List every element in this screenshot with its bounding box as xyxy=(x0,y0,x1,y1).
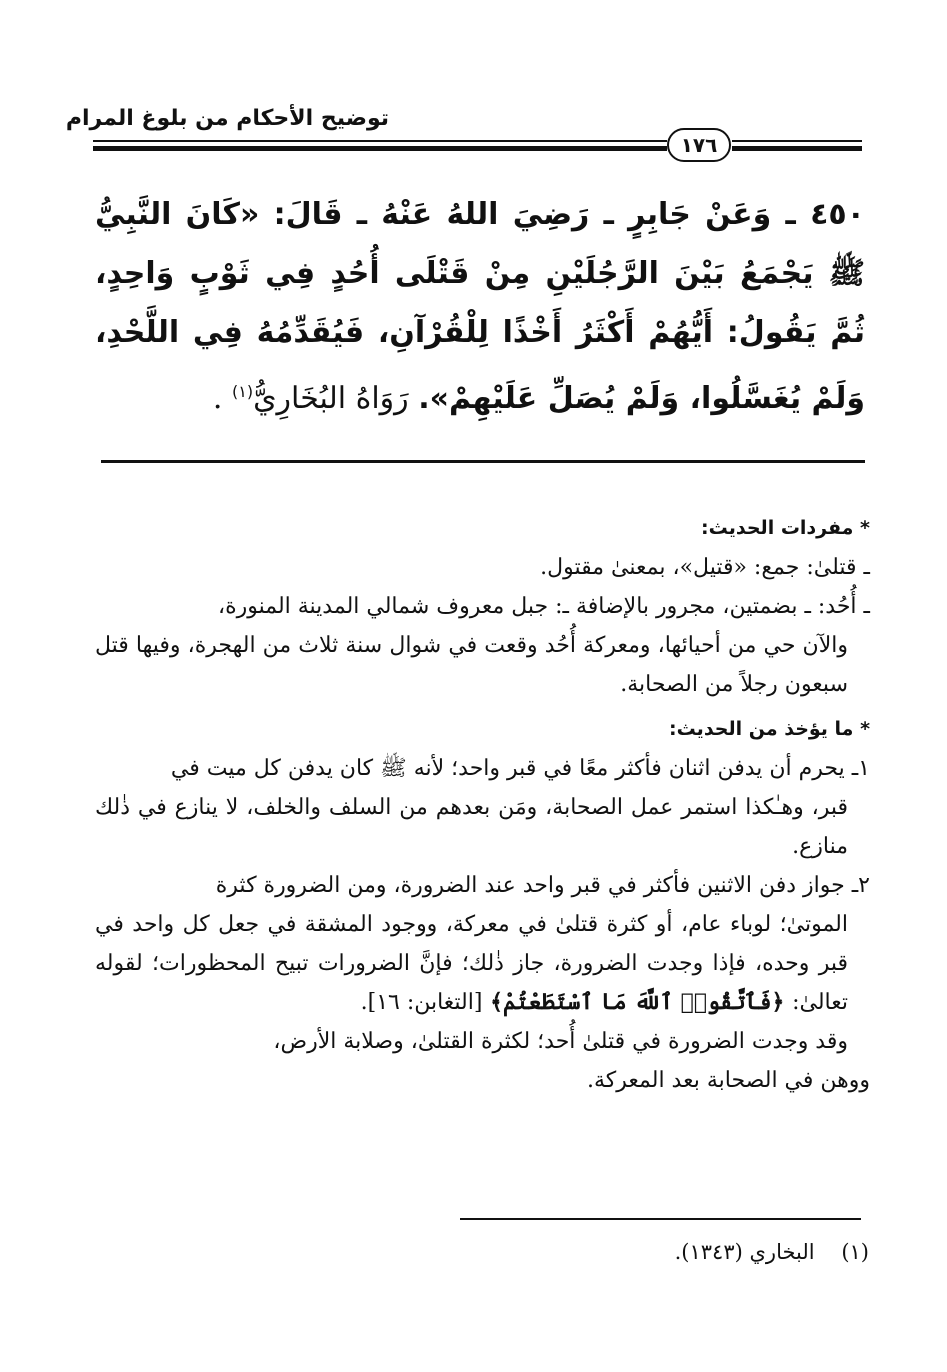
lesson-2-rest xyxy=(95,905,870,1022)
lesson-2-first-line: ٢ـ جواز دفن الاثنين فأكثر في قبر واحد عند الضرورة، ومن الضرورة كثرة xyxy=(215,873,870,898)
header-rule-thick xyxy=(93,146,667,151)
hadith-dash: ـ xyxy=(771,197,811,232)
lesson-2-para2-rest: ووهن في الصحابة بعد المعركة. xyxy=(587,1068,870,1093)
lesson-1-first-line: ١ـ يحرم أن يدفن اثنان فأكثر معًا في قبر واحد؛ لأنه ﷺ كان يدفن كل ميت في xyxy=(170,756,870,781)
vocab-item-qatla: ـ قتلىٰ: جمع: «قتيل»، بمعنىٰ مقتول. xyxy=(540,555,870,580)
lesson-2-text: الموتىٰ؛ لوباء عام، أو كثرة قتلىٰ في معركة، ووجود المشقة في جعل كل واحد في قبر وحده، فإذا وجدت الضرورة، جاز ذٰلك؛ فإنَّ الضرورات تبيح المحظورات؛ لقوله تعالىٰ: xyxy=(95,912,848,1015)
vocab-item-uhud-first: ـ أُحُد: ـ بضمتين، مجرور بالإضافة ـ: جبل معروف شمالي المدينة المنورة، xyxy=(217,594,870,619)
hadith-source: رَوَاهُ البُخَارِيُّ xyxy=(253,381,419,416)
lesson-1-rest: قبر، وهـٰكذا استمر عمل الصحابة، ومَن بعدهم من السلف والخلف، لا ينازع في ذٰلك منازع. xyxy=(95,795,848,859)
quran-citation: [التغابن: ١٦]. xyxy=(360,990,483,1015)
hadith-end-mark: . xyxy=(212,381,232,416)
lessons-heading: * ما يؤخذ من الحديث: xyxy=(668,718,870,740)
vocab-heading: * مفردات الحديث: xyxy=(701,517,870,539)
hadith-matn: وَعَنْ جَابِرٍ ـ رَضِيَ اللهُ عَنْهُ ـ قَالَ: «كَانَ النَّبِيُّ ﷺ يَجْمَعُ بَيْنَ الرَّجُلَيْنِ مِنْ قَتْلَى أُحُدٍ فِي ثَوْبٍ وَاحِدٍ، ثُمَّ يَقُولُ: أَيُّهُمْ أَكْثَرُ أَخْذًا لِلْقُرْآنِ، فَيُقَدِّمُهُ فِي اللَّحْدِ، وَلَمْ يُغَسَّلُوا، وَلَمْ يُصَلِّ عَلَيْهِمْ». xyxy=(95,197,865,416)
lesson-2-para2-first: وقد وجدت الضرورة في قتلىٰ أُحد؛ لكثرة القتلىٰ، وصلابة الأرض، xyxy=(273,1029,848,1054)
vocab-item-uhud-rest: والآن حي من أحيائها، ومعركة أُحُد وقعت في شوال سنة ثلاث من الهجرة، وفيها قتل سبعون رجلاً من الصحابة. xyxy=(95,633,848,697)
header-rule-thick-right xyxy=(732,146,862,151)
footnote-text: البخاري (١٣٤٣). xyxy=(674,1240,815,1264)
commentary-body xyxy=(95,505,870,1100)
footnote-1 xyxy=(675,1240,869,1264)
footnote-separator xyxy=(460,1218,861,1220)
page-number: ١٧٦ xyxy=(667,128,731,162)
hadith-text-block xyxy=(95,185,865,428)
quran-verse: ﴿فَٱتَّقُوا۟ ٱللَّهَ مَا ٱسْتَطَعْتُمْ﴾ xyxy=(482,989,793,1015)
header-rule-thin-right xyxy=(732,140,862,142)
header-rule-thin xyxy=(93,140,667,142)
footnote-reference[interactable]: (١) xyxy=(231,382,254,401)
section-separator xyxy=(101,460,865,463)
running-title: توضيح الأحكام من بلوغ المرام xyxy=(65,106,389,131)
footnote-marker: (١) xyxy=(841,1240,869,1264)
hadith-number: ٤٥٠ xyxy=(810,197,865,232)
